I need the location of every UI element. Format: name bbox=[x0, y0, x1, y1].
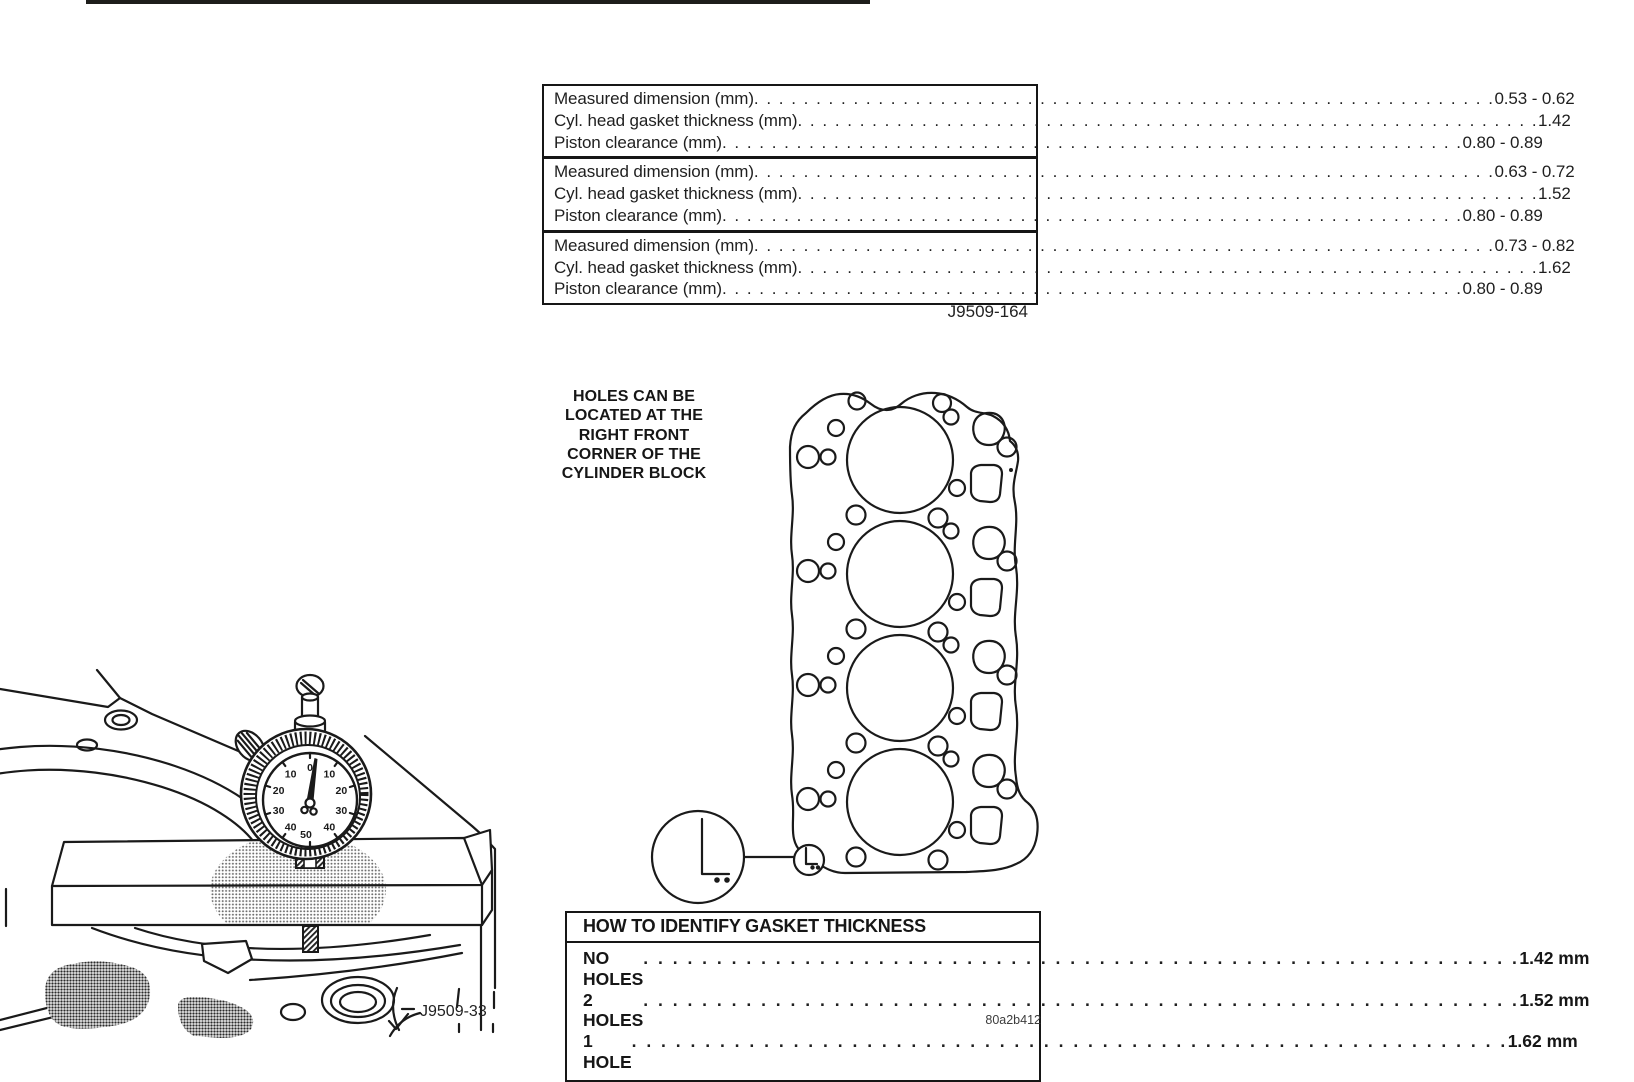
combustion-chamber-patch bbox=[178, 997, 253, 1038]
head-gasket-figure bbox=[640, 385, 1046, 905]
caption-line: RIGHT FRONT bbox=[578, 426, 690, 444]
spec-row-label: Cyl. head gasket thickness (mm) bbox=[554, 257, 798, 277]
figure-label-j9509-164: J9509-164 bbox=[947, 302, 1028, 321]
spec-row bbox=[554, 278, 1543, 300]
leader-dots bbox=[643, 990, 1519, 1011]
identification-holes-callout bbox=[652, 811, 824, 903]
threaded-bolt-hole bbox=[105, 711, 137, 730]
spec-row bbox=[554, 110, 1571, 132]
spec-row-label: Measured dimension (mm) bbox=[554, 235, 754, 255]
spec-group bbox=[544, 156, 1575, 229]
cylinder-bore bbox=[847, 749, 953, 855]
spec-row-value: 0.80 - 0.89 bbox=[1462, 205, 1543, 225]
leader-dots bbox=[722, 205, 1463, 227]
dial-number: 20 bbox=[272, 784, 285, 797]
dial-number: 10 bbox=[323, 768, 336, 781]
thickness-row-label: NO HOLES bbox=[583, 948, 644, 989]
cylinder-bore bbox=[847, 635, 953, 741]
block-lower-details bbox=[0, 928, 462, 1038]
index-dot bbox=[1009, 468, 1013, 472]
dial-number: 10 bbox=[284, 768, 297, 781]
spec-row-value: 1.42 bbox=[1538, 110, 1571, 130]
thickness-row-value: 1.62 mm bbox=[1507, 1031, 1578, 1052]
dial-indicator-figure bbox=[0, 658, 520, 1039]
page-code-label: 80a2b412 bbox=[985, 1013, 1041, 1027]
spec-row-value: 1.52 bbox=[1538, 184, 1571, 204]
leader-dots bbox=[797, 257, 1538, 279]
spec-row bbox=[554, 88, 1575, 110]
spec-group bbox=[544, 230, 1575, 303]
spec-row-value: 0.63 - 0.72 bbox=[1494, 162, 1575, 182]
leader-dots bbox=[797, 183, 1538, 205]
dial-number: 30 bbox=[272, 805, 285, 818]
leader-dots bbox=[754, 161, 1495, 183]
spec-row-label: Piston clearance (mm) bbox=[554, 132, 722, 152]
small-deck-hole bbox=[281, 1004, 305, 1020]
leader-dots bbox=[754, 235, 1495, 257]
cylinder-bore bbox=[847, 407, 953, 513]
dial-number: 40 bbox=[323, 821, 336, 834]
dial-number: 20 bbox=[335, 784, 348, 797]
thickness-row bbox=[583, 1031, 1578, 1073]
caption-line: CYLINDER BLOCK bbox=[561, 465, 707, 483]
caption-line: HOLES CAN BE bbox=[572, 388, 696, 405]
coolant-passages bbox=[971, 413, 1005, 844]
gasket-thickness-table bbox=[565, 911, 1590, 1082]
gasket-spec-table bbox=[542, 84, 1575, 305]
indicator-plunger-tip bbox=[303, 926, 318, 952]
spec-row-label: Measured dimension (mm) bbox=[554, 89, 754, 108]
leader-dots bbox=[632, 1031, 1508, 1052]
spec-row bbox=[554, 205, 1543, 227]
callout-target-circle bbox=[794, 845, 824, 875]
spec-row-label: Piston clearance (mm) bbox=[554, 205, 722, 225]
caption-line: CORNER OF THE bbox=[567, 445, 701, 463]
caption-line: LOCATED AT THE bbox=[565, 407, 703, 425]
spec-row bbox=[554, 183, 1571, 205]
deck-hole bbox=[77, 740, 97, 751]
spec-row-value: 0.53 - 0.62 bbox=[1494, 89, 1575, 108]
dial-number: 30 bbox=[335, 805, 348, 818]
combustion-chamber-patch bbox=[45, 961, 150, 1028]
thickness-table-body bbox=[567, 943, 1590, 1080]
spec-row-value: 1.62 bbox=[1538, 257, 1571, 277]
thickness-row bbox=[583, 948, 1590, 990]
dial-number: 0 bbox=[307, 762, 313, 774]
thickness-table-title: HOW TO IDENTIFY GASKET THICKNESS bbox=[567, 913, 1039, 943]
leader-dots bbox=[797, 110, 1538, 132]
leader-dots bbox=[754, 88, 1495, 110]
spec-row bbox=[554, 235, 1575, 257]
magnifier-circle bbox=[652, 811, 744, 903]
thickness-row-value: 1.52 mm bbox=[1519, 989, 1590, 1010]
leader-dots bbox=[643, 948, 1519, 969]
dial-number: 40 bbox=[284, 821, 297, 834]
spec-row-value: 0.73 - 0.82 bbox=[1494, 235, 1575, 255]
leader-dots bbox=[722, 132, 1463, 154]
leader-dots bbox=[722, 278, 1463, 300]
thickness-row-label: 2 HOLES bbox=[583, 989, 644, 1031]
spec-row-value: 0.80 - 0.89 bbox=[1462, 132, 1543, 152]
cylinder-bores bbox=[847, 407, 953, 855]
spec-row-label: Measured dimension (mm) bbox=[554, 162, 754, 182]
cylinder-bore bbox=[847, 521, 953, 627]
dial-number: 50 bbox=[300, 829, 312, 841]
spec-group bbox=[544, 86, 1575, 156]
spec-row bbox=[554, 257, 1571, 279]
deck-notch bbox=[202, 941, 252, 973]
spec-row bbox=[554, 132, 1543, 154]
needle-hub bbox=[306, 799, 315, 808]
spec-row-label: Piston clearance (mm) bbox=[554, 279, 722, 299]
spec-row bbox=[554, 161, 1575, 183]
figure-label-j9509-33: J9509-33 bbox=[420, 1003, 487, 1020]
spec-row-value: 0.80 - 0.89 bbox=[1462, 279, 1543, 299]
spec-row-label: Cyl. head gasket thickness (mm) bbox=[554, 110, 798, 130]
thickness-row-label: 1 HOLE bbox=[583, 1031, 632, 1072]
spec-row-label: Cyl. head gasket thickness (mm) bbox=[554, 184, 798, 204]
thickness-row-value: 1.42 mm bbox=[1519, 948, 1590, 968]
page-top-rule bbox=[86, 0, 870, 4]
